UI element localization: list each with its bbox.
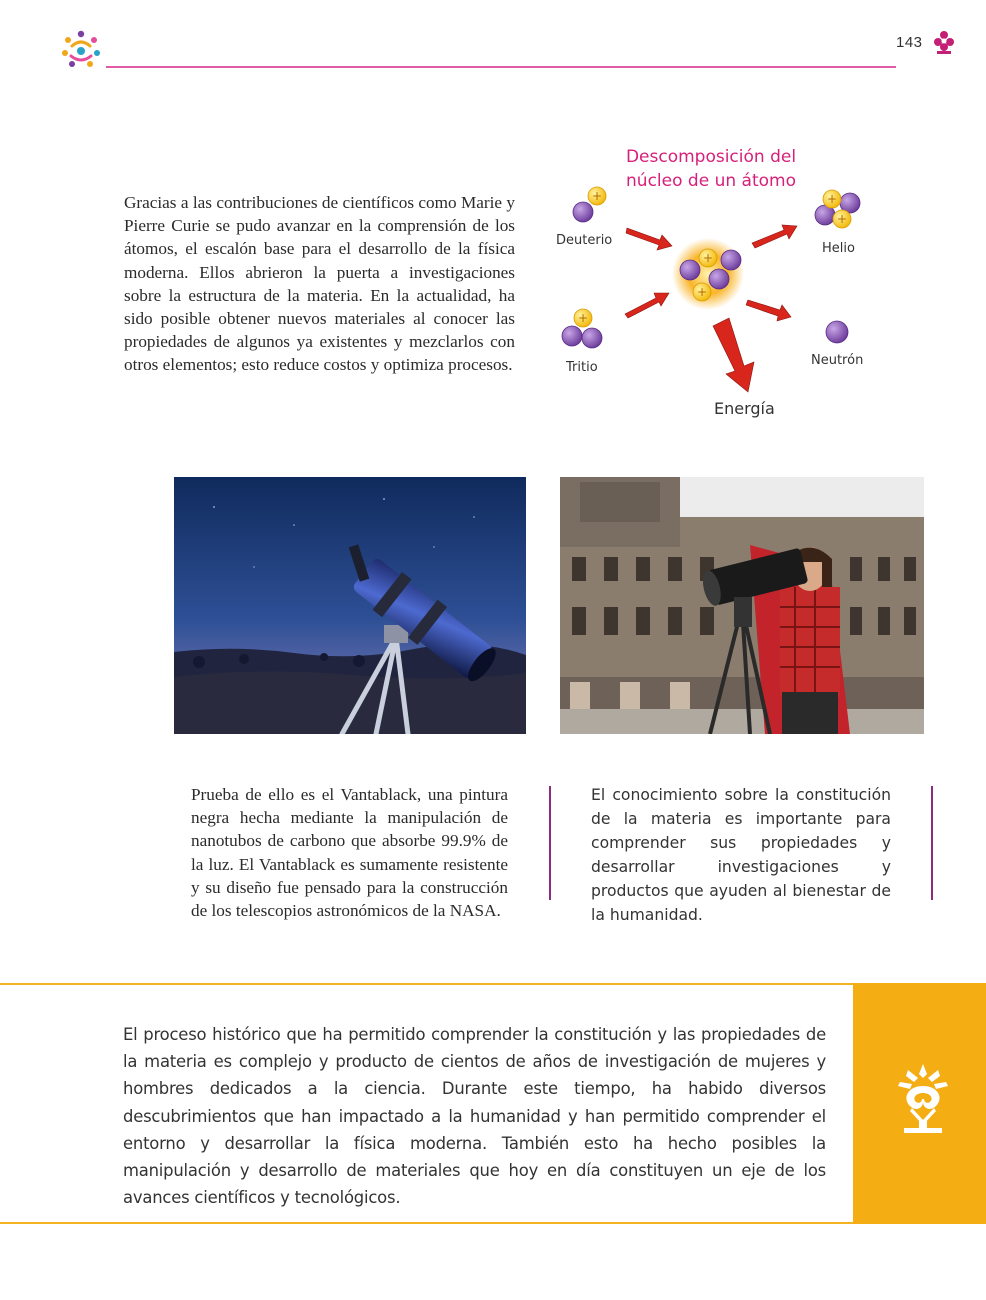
svg-text:+: + <box>702 251 714 265</box>
svg-text:+: + <box>836 212 848 226</box>
header-rule <box>106 66 896 68</box>
fusion-nucleus-icon <box>672 238 744 310</box>
summary-paragraph: El proceso histórico que ha permitido comprender la constitución y las propiedades de la materia es complejo y producto de cientos de años de investigación de mujeres y hombres dedicados a la ciencia. Durante este tiempo, ha habido diversos descubrimientos que han impactado a la humanidad y han permitido comprender el entorno y desarrollar la física moderna. También esto ha hecho posibles la manipulación y desarrollo de materiales que hoy en día constituyen un eje de los avances científicos y tecnológicos. <box>123 1025 826 1208</box>
arrow-neutron-out-icon <box>746 300 791 321</box>
arrow-deuterium-in-icon <box>626 228 672 250</box>
label-tritio: Tritio <box>566 360 598 375</box>
diagram-title-line-1: Descomposición del <box>625 147 797 167</box>
flower-ornament-icon <box>932 30 956 56</box>
knowledge-paragraph: El conocimiento sobre la constitución de la materia es importante para comprender sus propiedades y desarrollar investigaciones y productos que ayuden al bienestar de la humanidad. <box>591 786 891 924</box>
right-divider-line <box>931 786 933 900</box>
summary-box-top-rule <box>0 983 986 985</box>
deuterium-nucleus-icon <box>573 187 606 222</box>
svg-text:+: + <box>826 192 838 206</box>
energy-arrow-icon <box>713 318 754 392</box>
diagram-title-line-2: núcleo de un átomo <box>626 171 796 191</box>
vantablack-text: Prueba de ello es el Vantablack, una pintura negra hecha mediante la manipulación de nanotubos de carbono que absorbe 99.9% de la luz. El Vantablack es sumamente resistente y su diseño fue pensado para la construcción de los telescopios astronómicos de la <box>191 785 508 921</box>
woman-with-telescope-photo <box>560 477 924 734</box>
tree-of-life-icon <box>896 1064 950 1136</box>
arrow-helium-out-icon <box>752 225 797 248</box>
vantablack-text-end: . <box>496 901 501 921</box>
nasa-abbreviation: NASA <box>449 901 497 921</box>
svg-text:+: + <box>591 189 603 203</box>
label-deuterio: Deuterio <box>556 233 613 248</box>
intro-paragraph: Gracias a las contribuciones de científicos como Marie y Pierre Curie se pudo avanzar en la comprensión de los átomos, el escalón base para el desarrollo de la física moderna. Ellos abrieron la puerta a investigaciones sobre la estructura de la materia. En la actualidad, ha sido posible obtener nuevos materiales al conocer las propiedades de algunos ya existentes y mezclarlos con otros elementos; esto reduce costos y optimiza procesos. <box>124 193 515 375</box>
tritium-nucleus-icon <box>562 309 602 348</box>
helium-nucleus-icon <box>815 190 860 228</box>
svg-text:+: + <box>696 285 708 299</box>
page-number: 143 <box>896 34 923 51</box>
arrow-tritium-in-icon <box>625 293 669 318</box>
dotted-circle-logo-icon <box>58 26 104 72</box>
telescope-night-photo <box>174 477 526 734</box>
summary-box-bottom-rule <box>0 1222 986 1224</box>
left-divider-line <box>549 786 551 900</box>
neutron-icon <box>826 321 848 343</box>
label-helio: Helio <box>822 241 855 256</box>
nuclear-decomposition-diagram <box>540 140 900 430</box>
vantablack-paragraph <box>191 783 508 922</box>
svg-text:+: + <box>577 311 589 325</box>
label-neutron: Neutrón <box>811 353 864 368</box>
label-energia: Energía <box>714 399 775 418</box>
